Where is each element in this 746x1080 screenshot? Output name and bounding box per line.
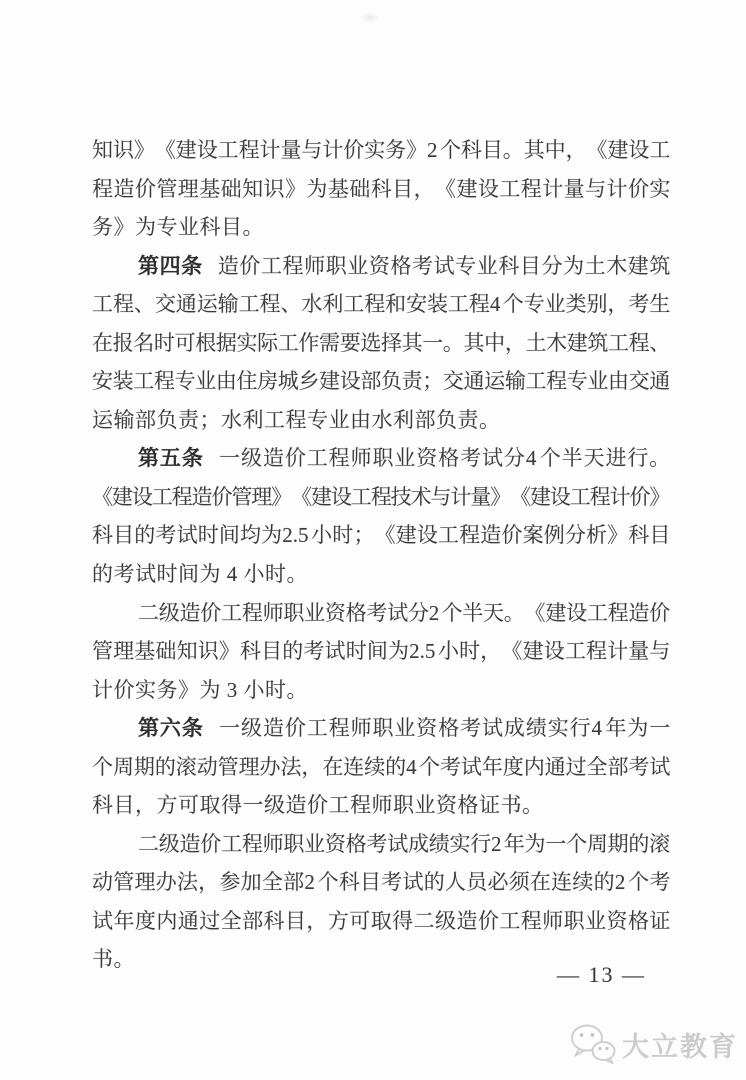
text-line: 管 理 基 础 知 识 》 科 目 的 考 试 时 间 为 2.5 小 时 ， 《 建 设 工 程 计 量 与 bbox=[92, 639, 668, 664]
text-line: 工 程 、 交 通 运 输 工 程 、 水 利 工 程 和 安 装 工 程 4 个 专 业 类 别 ， 考 生 bbox=[92, 292, 668, 317]
text-line: 科 目 的 考 试 时 间 均 为 2.5 小 时 ； 《 建 设 工 程 造 价 案 例 分 析 》 科 目 bbox=[92, 523, 668, 548]
brand-name: 大立教育 bbox=[622, 1031, 738, 1062]
text-line: 二 级 造 价 工 程 师 职 业 资 格 考 试 分 2 个 半 天 。 《 建 设 工 程 造 价 bbox=[138, 600, 668, 625]
text-line: 的考试时间为 4 小时。 bbox=[92, 562, 308, 587]
scan-smudge-artifact bbox=[360, 12, 380, 23]
paragraph-article-5 bbox=[92, 439, 668, 593]
text-line: 书。 bbox=[92, 947, 135, 972]
text-line: 动 管 理 办 法 ， 参 加 全 部 2 个 科 目 考 试 的 人 员 必 须 在 连 续 的 2 个 考 bbox=[92, 870, 668, 895]
page-number: — 13 — bbox=[557, 962, 646, 987]
paragraph-article-6 bbox=[92, 709, 668, 825]
text-line: 安 装 工 程 专 业 由 住 房 城 乡 建 设 部 负 责 ； 交 通 运 输 工 程 专 业 由 交 通 bbox=[92, 369, 668, 394]
text-line: 务》为专业科目。 bbox=[92, 215, 264, 240]
brand-watermark bbox=[569, 1022, 738, 1066]
paragraph-subjects-continued bbox=[92, 131, 668, 247]
text-line: 科目，方可取得一级造价工程师职业资格证书。 bbox=[92, 793, 544, 818]
wechat-icon bbox=[569, 1022, 617, 1066]
document-body bbox=[92, 131, 668, 979]
text-line: 《 建 设 工 程 造 价 管 理 》 《 建 设 工 程 技 术 与 计 量 》 《 建 设 工 程 计 价 》 bbox=[92, 484, 668, 509]
text-line: 程 造 价 管 理 基 础 知 识 》 为 基 础 科 目 ， 《 建 设 工 程 计 量 与 计 价 实 bbox=[92, 176, 668, 201]
paragraph-level2-results-policy bbox=[92, 825, 668, 979]
text-line: 第 六 条 一 级 造 价 工 程 师 职 业 资 格 考 试 成 绩 实 行 4 年 为 一 bbox=[138, 716, 668, 741]
paragraph-level2-exam-schedule bbox=[92, 594, 668, 710]
text-line: 个 周 期 的 滚 动 管 理 办 法 ， 在 连 续 的 4 个 考 试 年 度 内 通 过 全 部 考 试 bbox=[92, 754, 668, 779]
text-line: 计价实务》为 3 小时。 bbox=[92, 677, 308, 702]
text-line: 第 五 条 一 级 造 价 工 程 师 职 业 资 格 考 试 分 4 个 半 天 进 行 。 bbox=[138, 446, 668, 471]
text-line: 第 四 条 造 价 工 程 师 职 业 资 格 考 试 专 业 科 目 分 为 土 木 建 筑 bbox=[138, 253, 668, 278]
text-line: 运输部负责；水利工程专业由水利部负责。 bbox=[92, 407, 501, 432]
text-line: 在 报 名 时 可 根 据 实 际 工 作 需 要 选 择 其 一 。 其 中 ， 土 木 建 筑 工 程 、 bbox=[92, 330, 668, 355]
text-line: 二 级 造 价 工 程 师 职 业 资 格 考 试 成 绩 实 行 2 年 为 一 个 周 期 的 滚 bbox=[138, 831, 668, 856]
paragraph-article-4 bbox=[92, 247, 668, 440]
text-line: 知 识 》 《 建 设 工 程 计 量 与 计 价 实 务 》 2 个 科 目 。 其 中 ， 《 建 设 工 bbox=[92, 138, 668, 162]
text-line: 试 年 度 内 通 过 全 部 科 目 ， 方 可 取 得 二 级 造 价 工 程 师 职 业 资 格 证 bbox=[92, 908, 668, 933]
